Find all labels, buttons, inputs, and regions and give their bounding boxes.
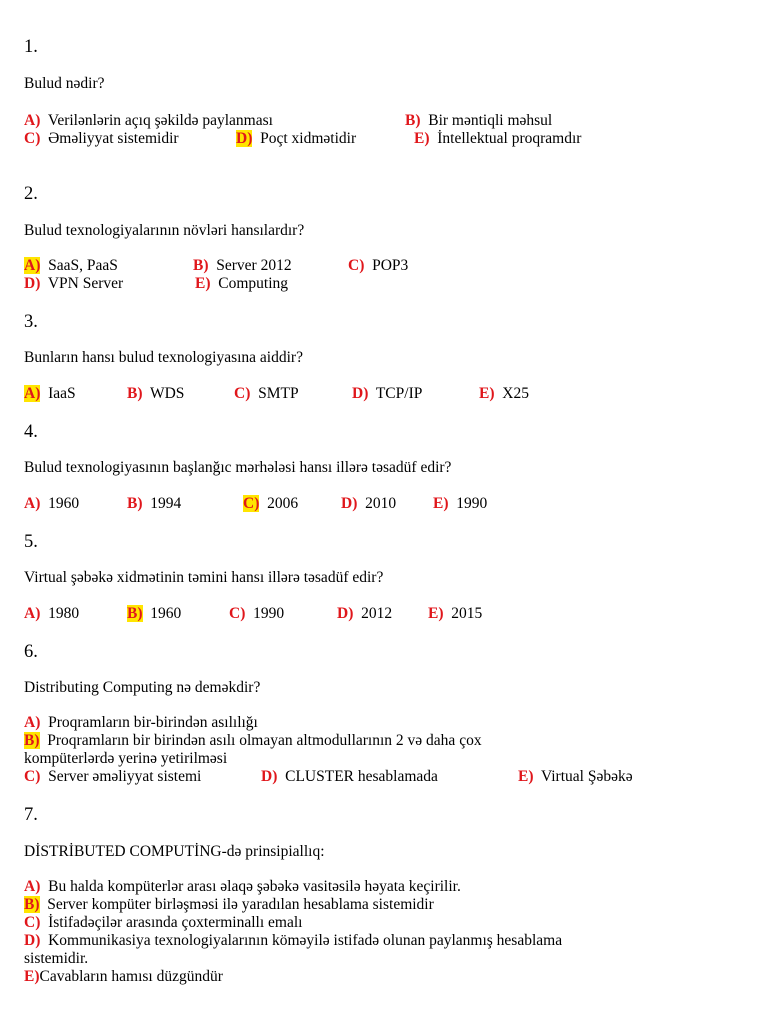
q6-option-a-key: A): [24, 714, 41, 731]
q1-option-c-key: C): [24, 130, 41, 147]
q5-option-d-text: 2012: [361, 605, 393, 622]
question-5-text: Virtual şəbəkə xidmətinin təmini hansı illərə təsadüf edir?: [24, 569, 384, 586]
q3-option-e-text: X25: [502, 385, 529, 402]
q4-option-a[interactable]: [24, 495, 79, 513]
q4-option-a-key: A): [24, 495, 41, 512]
q3-option-c-text: SMTP: [258, 385, 299, 402]
q7-option-a-key: A): [24, 878, 41, 895]
q6-option-b-text: Proqramların bir birindən asılı olmayan altmodullarının 2 və daha çox: [47, 732, 482, 749]
q1-option-e[interactable]: [414, 130, 581, 148]
q4-option-d[interactable]: [341, 495, 396, 513]
q5-option-d[interactable]: [337, 605, 392, 623]
q2-option-e[interactable]: [195, 275, 288, 293]
q7-option-d-continued: sistemidir.: [24, 950, 89, 967]
q6-option-e-key: E): [518, 768, 534, 785]
question-5-number: 5.: [24, 532, 38, 552]
q2-option-b-key: B): [193, 257, 209, 274]
q7-option-b-text: Server kompüter birləşməsi ilə yaradılan hesablama sistemidir: [47, 896, 434, 913]
q1-option-c-text: Əməliyyat sistemidir: [48, 130, 179, 147]
q2-option-b[interactable]: [193, 257, 292, 275]
q4-option-d-key: D): [341, 495, 358, 512]
q5-option-e-key: E): [428, 605, 444, 622]
q6-option-c-text: Server əməliyyat sistemi: [48, 768, 202, 785]
q3-option-d-text: TCP/IP: [375, 385, 423, 402]
q1-option-e-key: E): [414, 130, 430, 147]
question-7-number: 7.: [24, 805, 38, 825]
q3-option-a[interactable]: [24, 385, 76, 403]
q1-option-d[interactable]: [236, 130, 356, 148]
q1-option-e-text: İntellektual proqramdır: [437, 130, 582, 147]
question-2-text: Bulud texnologiyalarının növləri hansılardır?: [24, 222, 305, 239]
question-1-number: 1.: [24, 37, 38, 57]
q2-option-e-key: E): [195, 275, 211, 292]
q4-option-c-key: C): [243, 495, 260, 512]
q4-option-b[interactable]: [127, 495, 181, 513]
q6-option-c[interactable]: [24, 768, 201, 786]
q3-option-d[interactable]: [352, 385, 422, 403]
q2-option-b-text: Server 2012: [216, 257, 292, 274]
q5-option-d-key: D): [337, 605, 354, 622]
q2-option-a[interactable]: [24, 257, 118, 275]
q6-option-a-text: Proqramların bir-birindən asılılığı: [48, 714, 258, 731]
question-2-number: 2.: [24, 184, 38, 204]
q3-option-b-key: B): [127, 385, 143, 402]
q1-option-a[interactable]: [24, 112, 273, 130]
q1-option-a-key: A): [24, 112, 41, 129]
q6-option-e[interactable]: [518, 768, 633, 786]
q1-option-b-key: B): [405, 112, 421, 129]
q6-option-e-text: Virtual Şəbəkə: [540, 768, 633, 785]
q7-option-e[interactable]: [24, 968, 223, 986]
q5-option-b[interactable]: [127, 605, 181, 623]
q3-option-d-key: D): [352, 385, 369, 402]
q5-option-e[interactable]: [428, 605, 482, 623]
question-3-number: 3.: [24, 312, 38, 332]
q1-option-d-key: D): [236, 130, 253, 147]
q6-option-c-key: C): [24, 768, 41, 785]
q4-option-b-key: B): [127, 495, 143, 512]
q3-option-b-text: WDS: [149, 385, 185, 402]
q6-option-b-key: B): [24, 732, 40, 749]
q7-option-c-key: C): [24, 914, 41, 931]
q4-option-e-key: E): [433, 495, 449, 512]
q7-option-d-text: Kommunikasiya texnologiyalarının köməyilə istifadə olunan paylanmış hesablama: [48, 932, 563, 949]
q6-option-a[interactable]: [24, 714, 258, 732]
question-3-text: Bunların hansı bulud texnologiyasına aiddir?: [24, 349, 303, 366]
q3-option-b[interactable]: [127, 385, 184, 403]
q4-option-d-text: 2010: [365, 495, 397, 512]
q7-option-d-key: D): [24, 932, 41, 949]
q2-option-d[interactable]: [24, 275, 123, 293]
q2-option-e-text: Computing: [218, 275, 289, 292]
q4-option-a-text: 1960: [48, 495, 80, 512]
question-4-number: 4.: [24, 422, 38, 442]
q6-option-d[interactable]: [261, 768, 438, 786]
q5-option-b-text: 1960: [150, 605, 182, 622]
q5-option-a-text: 1980: [48, 605, 80, 622]
q2-option-a-text: SaaS, PaaS: [48, 257, 118, 274]
q1-option-d-text: Poçt xidmətidir: [260, 130, 357, 147]
q4-option-e-text: 1990: [456, 495, 488, 512]
q3-option-e-key: E): [479, 385, 495, 402]
q7-option-e-key: E): [24, 968, 40, 985]
q2-option-d-text: VPN Server: [47, 275, 124, 292]
q7-option-c[interactable]: [24, 914, 302, 932]
q6-option-b-continued: kompüterlərdə yerinə yetirilməsi: [24, 750, 228, 767]
q5-option-b-key: B): [127, 605, 143, 622]
q3-option-a-key: A): [24, 385, 41, 402]
question-7-text: DİSTRİBUTED COMPUTİNG-də prinsipiallıq:: [24, 843, 325, 860]
question-1-text: Bulud nədir?: [24, 75, 105, 92]
q5-option-e-text: 2015: [451, 605, 483, 622]
q4-option-c-text: 2006: [267, 495, 299, 512]
q6-option-d-text: CLUSTER hesablamada: [285, 768, 438, 785]
q3-option-e[interactable]: [479, 385, 529, 403]
q7-option-b[interactable]: [24, 896, 434, 914]
q7-option-d[interactable]: [24, 932, 562, 950]
q1-option-a-text: Verilənlərin açıq şəkildə paylanması: [47, 112, 273, 129]
q5-option-a-key: A): [24, 605, 41, 622]
question-4-text: Bulud texnologiyasının başlanğıc mərhələsi hansı illərə təsadüf edir?: [24, 459, 452, 476]
q2-option-c[interactable]: [348, 257, 408, 275]
q7-option-e-text: Cavabların hamısı düzgündür: [39, 968, 223, 985]
q5-option-c-key: C): [229, 605, 246, 622]
q3-option-c-key: C): [234, 385, 251, 402]
q3-option-c[interactable]: [234, 385, 299, 403]
question-6-number: 6.: [24, 642, 38, 662]
q2-option-d-key: D): [24, 275, 41, 292]
q1-option-c[interactable]: [24, 130, 179, 148]
q5-option-c-text: 1990: [253, 605, 285, 622]
q5-option-c[interactable]: [229, 605, 284, 623]
q2-option-c-text: POP3: [372, 257, 409, 274]
q6-option-b[interactable]: [24, 732, 482, 750]
q7-option-a[interactable]: [24, 878, 461, 896]
q2-option-c-key: C): [348, 257, 365, 274]
q4-option-b-text: 1994: [150, 495, 182, 512]
q7-option-b-key: B): [24, 896, 40, 913]
q7-option-a-text: Bu halda kompüterlər arası əlaqə şəbəkə vasitəsilə həyata keçirilir.: [48, 878, 461, 895]
q7-option-c-text: İstifadəçilər arasında çoxterminallı emalı: [48, 914, 303, 931]
q6-option-d-key: D): [261, 768, 278, 785]
q4-option-c[interactable]: [243, 495, 298, 513]
q2-option-a-key: A): [24, 257, 41, 274]
q3-option-a-text: IaaS: [48, 385, 76, 402]
q1-option-b[interactable]: [405, 112, 552, 130]
q1-option-b-text: Bir məntiqli məhsul: [428, 112, 553, 129]
q4-option-e[interactable]: [433, 495, 487, 513]
question-6-text: Distributing Computing nə deməkdir?: [24, 679, 261, 696]
q5-option-a[interactable]: [24, 605, 79, 623]
